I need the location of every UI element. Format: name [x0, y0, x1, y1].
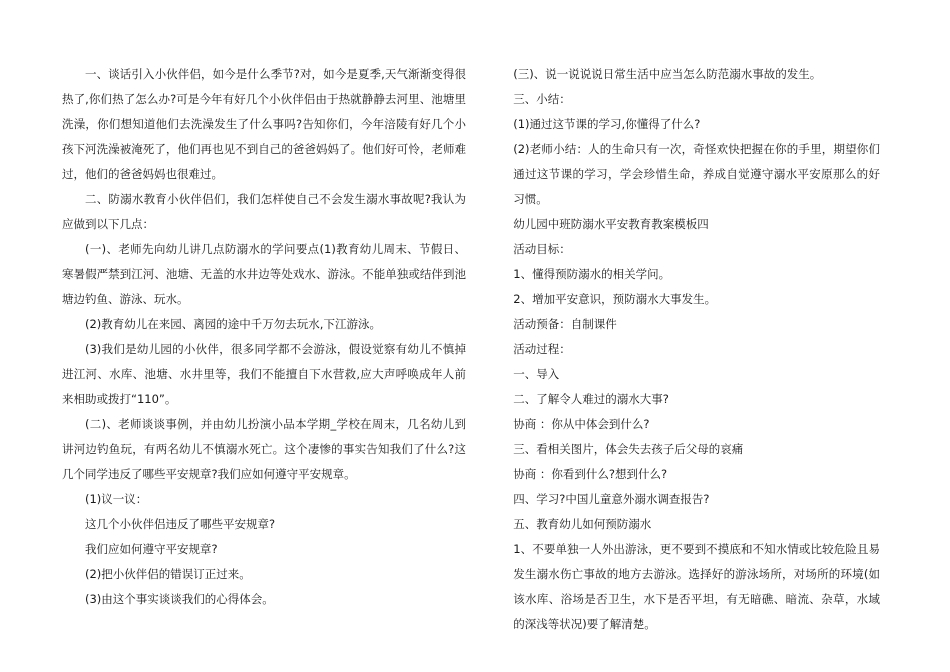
paragraph-point-2: (2)教育幼儿在来园、离园的途中千万勿去玩水,下江游泳。: [85, 317, 381, 331]
paragraph-case-story: (二)、老师谈谈事例，并由幼儿扮演小品本学期_学校在周末，几名幼儿到讲河边钓鱼玩，有两名幼儿不慎溺水死亡。这个凄惨的事实告知我们了什么?这几个同学违反了哪些平安规章?我们应如何遵守平安规章。: [62, 417, 466, 481]
paragraph-point-3: (3)我们是幼儿园的小伙伴，很多同学都不会游泳，假设觉察有幼儿不慎掉进江河、水库、池塘、水井里等，我们不能擅自下水营救,应大声呼唤成年人前来相助或拨打“110”。: [62, 342, 466, 406]
paragraph-discuss: (1)议一议：: [85, 492, 148, 506]
paragraph-goal-1: 1、懂得预防溺水的相关学问。: [513, 267, 671, 281]
paragraph-intro: 一、谈话引入小伙伴侣，如今是什么季节?对，如今是夏季,天气渐渐变得很热了,你们热了怎么办?可是今年有好几个小伙伴侣由于热就静静去河里、池塘里洗澡，你们想知道他们去洗澡发生了什么事吗?告知你们，今年涪陵有好几个小孩下河洗澡被淹死了，他们再也见不到自己的爸爸妈妈了。他们好可怜，老师难过，他们的爸爸妈妈也很难过。: [62, 67, 466, 181]
paragraph-summary-1: (1)通过这节课的学习,你懂得了什么?: [513, 117, 701, 131]
paragraph-correct-mistakes: (2)把小伙伴侣的错误订正过来。: [85, 567, 251, 581]
right-column: [496, 62, 880, 637]
paragraph-process-heading: 活动过程：: [513, 342, 571, 356]
paragraph-summary-2: (2)老师小结：人的生命只有一次，奇怪欢快把握在你的手里，期望你们通过这节课的学习，学会珍惜生命，养成自觉遵守溺水平安原那么的好习惯。: [513, 142, 880, 206]
paragraph-step-5: 五、教育幼儿如何预防溺水: [513, 517, 652, 531]
paragraph-step-1: 一、导入: [513, 367, 560, 381]
paragraph-step-3: 三、看相关图片，体会失去孩子后父母的哀痛: [513, 442, 744, 456]
paragraph-goal-2: 2、增加平安意识，预防溺水大事发生。: [513, 292, 717, 306]
paragraph-section-two: 二、防溺水教育小伙伴侣们，我们怎样使自己不会发生溺水事故呢?我认为应做到以下几点：: [62, 192, 466, 231]
paragraph-discuss-2: 协商 ：你看到什么?想到什么?: [513, 467, 668, 481]
paragraph-reflection: (3)由这个事实谈谈我们的心得体会。: [85, 592, 274, 606]
paragraph-prevention-talk: (三)、说一说说说日常生活中应当怎么防范溺水事故的发生。: [513, 67, 822, 81]
paragraph-rule-1: 1、不要单独一人外出游泳，更不要到不摸底和不知水情或比较危险且易发生溺水伤亡事故的地方去游泳。选择好的游泳场所，对场所的环境(如该水库、浴场是否卫生，水下是否平坦，有无暗礁、暗流、杂草，水域的深浅等状况)要了解清楚。: [513, 542, 880, 631]
paragraph-template-title: 幼儿园中班防溺水平安教育教案模板四: [513, 217, 709, 231]
paragraph-summary-heading: 三、小结：: [513, 92, 571, 106]
paragraph-step-2: 二、了解令人难过的溺水大事?: [513, 392, 669, 406]
paragraph-question-2: 我们应如何遵守平安规章?: [85, 542, 218, 556]
left-column: [62, 62, 466, 612]
paragraph-step-4: 四、学习?中国儿童意外溺水调查报告?: [513, 492, 710, 506]
paragraph-question-1: 这几个小伙伴侣违反了哪些平安规章?: [85, 517, 276, 531]
paragraph-discuss-1: 协商 ：你从中体会到什么?: [513, 417, 650, 431]
paragraph-preparation: 活动预备：自制课件: [513, 317, 617, 331]
paragraph-goals-heading: 活动目标：: [513, 242, 571, 256]
paragraph-knowledge-points: (一)、老师先向幼儿讲几点防溺水的学问要点(1)教育幼儿周末、节假日、寒暑假严禁到江河、池塘、无盖的水井边等处戏水、游泳。不能单独或结伴到池塘边钓鱼、游泳、玩水。: [62, 242, 466, 306]
